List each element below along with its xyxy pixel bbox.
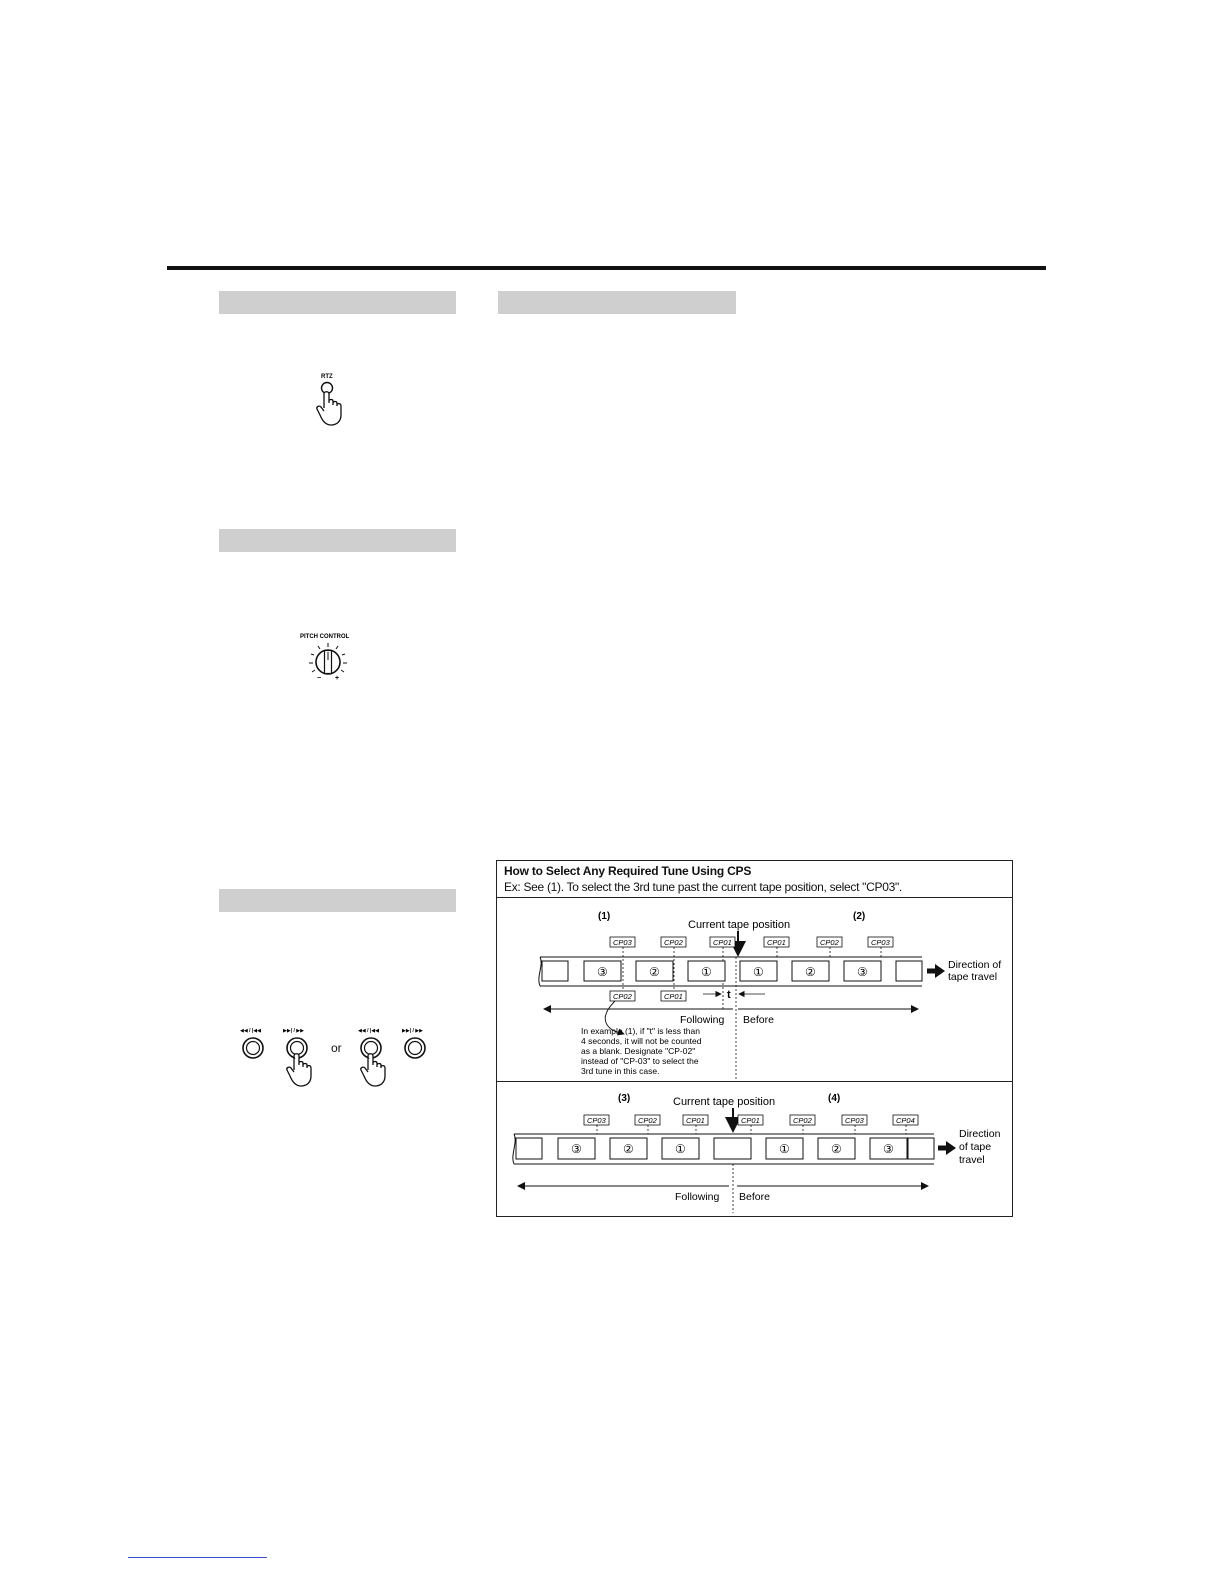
svg-text:CP04: CP04 [896,1116,915,1125]
section-header-bar-pitch [219,529,456,552]
header-rule [167,266,1046,270]
section-header-bar-rtz [219,291,456,314]
svg-text:①: ① [701,965,712,979]
svg-text:CP03: CP03 [845,1116,864,1125]
panel1-t-label: t [727,989,731,1001]
cps-title: How to Select Any Required Tune Using CPS [504,864,752,878]
svg-text:CP02: CP02 [613,992,632,1001]
panel1-before: Before [743,1014,774,1026]
section-header-bar-cps [498,291,736,314]
svg-text:CP02: CP02 [793,1116,812,1125]
cps-explanation-box [496,860,1013,1217]
cp-marker [610,937,635,947]
cp-marker [738,1115,763,1125]
svg-text:CP02: CP02 [664,938,683,947]
cps-subtitle: Ex: See (1). To select the 3rd tune past the current tape position, select "CP03". [504,880,902,894]
cp-marker [790,1115,815,1125]
svg-text:CP03: CP03 [613,938,632,947]
ff-label-1: ▶▶| / ▶▶ [283,1028,304,1034]
panel1-note [581,1026,702,1076]
rtz-label: RTZ [321,374,333,380]
svg-text:②: ② [805,965,816,979]
rew-label-2: ◀◀ / |◀◀ [358,1028,379,1034]
svg-text:②: ② [623,1142,634,1156]
section-header-bar-search [219,889,456,912]
rtz-button-press-icon [312,372,352,428]
cp-marker [764,937,789,947]
cp-marker [610,991,635,1001]
rew-label-1: ◀◀ / |◀◀ [240,1028,261,1034]
svg-text:as a blank. Designate "CP-02": as a blank. Designate "CP-02" [581,1046,696,1056]
svg-text:CP03: CP03 [587,1116,606,1125]
panel1-cp-top-markers [610,937,893,947]
footer-underline [128,1557,267,1558]
or-label: or [331,1041,342,1055]
pitch-control-knob-icon [296,630,360,680]
panel1-direction-1: Direction of [948,959,1002,971]
panel1-direction-2: tape travel [948,971,998,983]
svg-text:③: ③ [857,965,868,979]
ff-label-2: ▶▶| / ▶▶ [402,1028,423,1034]
panel2-before: Before [739,1191,770,1203]
svg-text:CP01: CP01 [686,1116,705,1125]
panel2-label-left: (3) [618,1093,631,1104]
cp-marker [661,937,686,947]
panel2-direction-2: of tape [959,1141,992,1153]
cp-marker [710,937,735,947]
pitch-minus-label: − [317,675,322,680]
cp-marker [817,937,842,947]
panel1-current-position: Current tape position [688,919,791,931]
svg-text:CP01: CP01 [664,992,683,1001]
pitch-plus-label: + [335,675,340,680]
panel1-label-right: (2) [853,911,866,922]
svg-text:②: ② [831,1142,842,1156]
svg-text:CP03: CP03 [871,938,890,947]
panel1-cp-bottom-markers [610,991,686,1001]
panel2-label-right: (4) [828,1093,841,1104]
skip-buttons-press-icon [236,1026,436,1088]
cp-marker [635,1115,660,1125]
cp-marker [842,1115,867,1125]
cp-marker [584,1115,609,1125]
svg-text:③: ③ [883,1142,894,1156]
panel1-label-left: (1) [598,911,611,922]
panel2-direction-1: Direction [959,1128,1001,1140]
svg-text:③: ③ [571,1142,582,1156]
svg-text:In example (1), if "t" is less: In example (1), if "t" is less than [581,1026,700,1036]
svg-text:3rd tune in this case.: 3rd tune in this case. [581,1066,660,1076]
svg-text:CP02: CP02 [820,938,839,947]
svg-text:①: ① [779,1142,790,1156]
svg-text:CP01: CP01 [713,938,732,947]
svg-text:CP02: CP02 [638,1116,657,1125]
panel2-following: Following [675,1191,720,1203]
svg-text:CP01: CP01 [741,1116,760,1125]
panel2-cp-top-markers [584,1115,918,1125]
pitch-control-label: PITCH CONTROL [300,634,350,640]
cp-marker [893,1115,918,1125]
cp-marker [661,991,686,1001]
svg-text:②: ② [649,965,660,979]
svg-text:①: ① [675,1142,686,1156]
svg-text:4 seconds, it will not be coun: 4 seconds, it will not be counted [581,1036,702,1046]
svg-text:③: ③ [597,965,608,979]
panel2-current-position: Current tape position [673,1096,776,1108]
svg-text:CP01: CP01 [767,938,786,947]
svg-text:①: ① [753,965,764,979]
cp-marker [868,937,893,947]
cps-diagram [497,861,1014,1218]
svg-text:instead of "CP-03" to select t: instead of "CP-03" to select the [581,1056,699,1066]
panel1-tunes [584,961,881,981]
cp-marker [683,1115,708,1125]
panel1-following: Following [680,1014,725,1026]
panel2-direction-3: travel [959,1154,985,1166]
